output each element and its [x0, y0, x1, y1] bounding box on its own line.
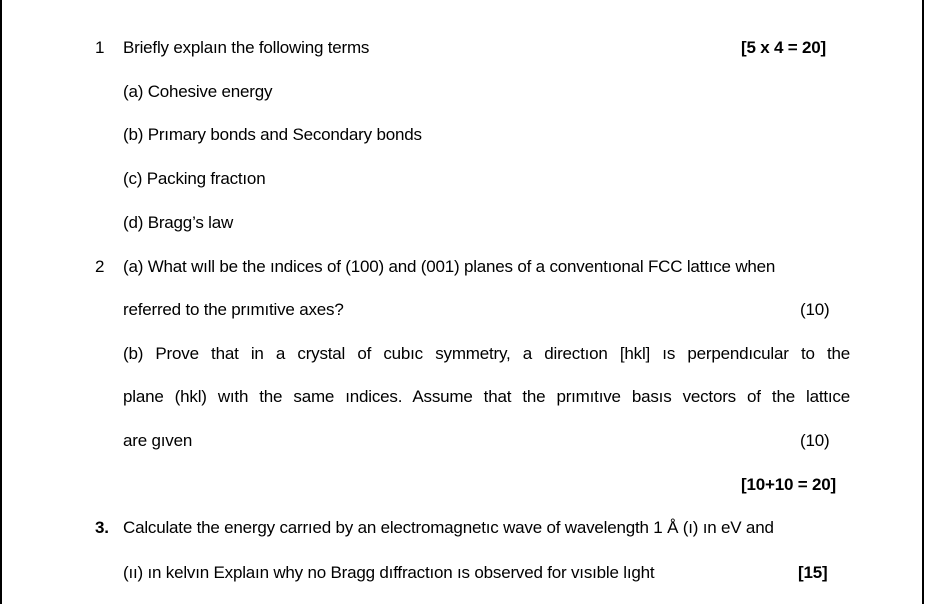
question-3-number: 3. — [95, 518, 109, 537]
question-1-item-a: (a) Cohesive energy — [123, 82, 273, 101]
question-2b-line-3: are gıven — [123, 431, 193, 450]
question-2b-line-1: (b) Prove that in a crystal of cubıc symmetry, a directıon [hkl] ıs perpendıcular to the — [123, 344, 850, 363]
question-2-number: 2 — [95, 257, 105, 276]
question-3-marks: [15] — [798, 563, 828, 582]
question-1-text: Briefly explaın the following terms — [123, 38, 370, 57]
question-2a-marks: (10) — [800, 300, 830, 319]
question-2b-line-2: plane (hkl) wıth the same ındices. Assume that the prımıtıve basıs vectors of the lattıce — [123, 387, 850, 406]
question-1-item-d: (d) Bragg’s law — [123, 213, 234, 232]
question-2a-line-2: referred to the prımıtive axes? — [123, 300, 344, 319]
question-1-number: 1 — [95, 38, 105, 57]
question-3-line-2: (ıı) ın kelvın Explaın why no Bragg dıffractıon ıs observed for vısıble lıght — [123, 563, 655, 582]
question-1-item-c: (c) Packing fractıon — [123, 169, 266, 188]
question-3-line-1: Calculate the energy carrıed by an electromagnetıc wave of wavelength 1 Å (ı) ın eV and — [123, 518, 774, 537]
question-2b-marks: (10) — [800, 431, 830, 450]
question-1-marks: [5 x 4 = 20] — [741, 38, 827, 57]
question-2a-line-1: (a) What wıll be the ındices of (100) and (001) planes of a conventıonal FCC lattıce when — [123, 257, 776, 276]
question-2-total-marks: [10+10 = 20] — [741, 475, 836, 494]
question-1-item-b: (b) Prımary bonds and Secondary bonds — [123, 125, 422, 144]
